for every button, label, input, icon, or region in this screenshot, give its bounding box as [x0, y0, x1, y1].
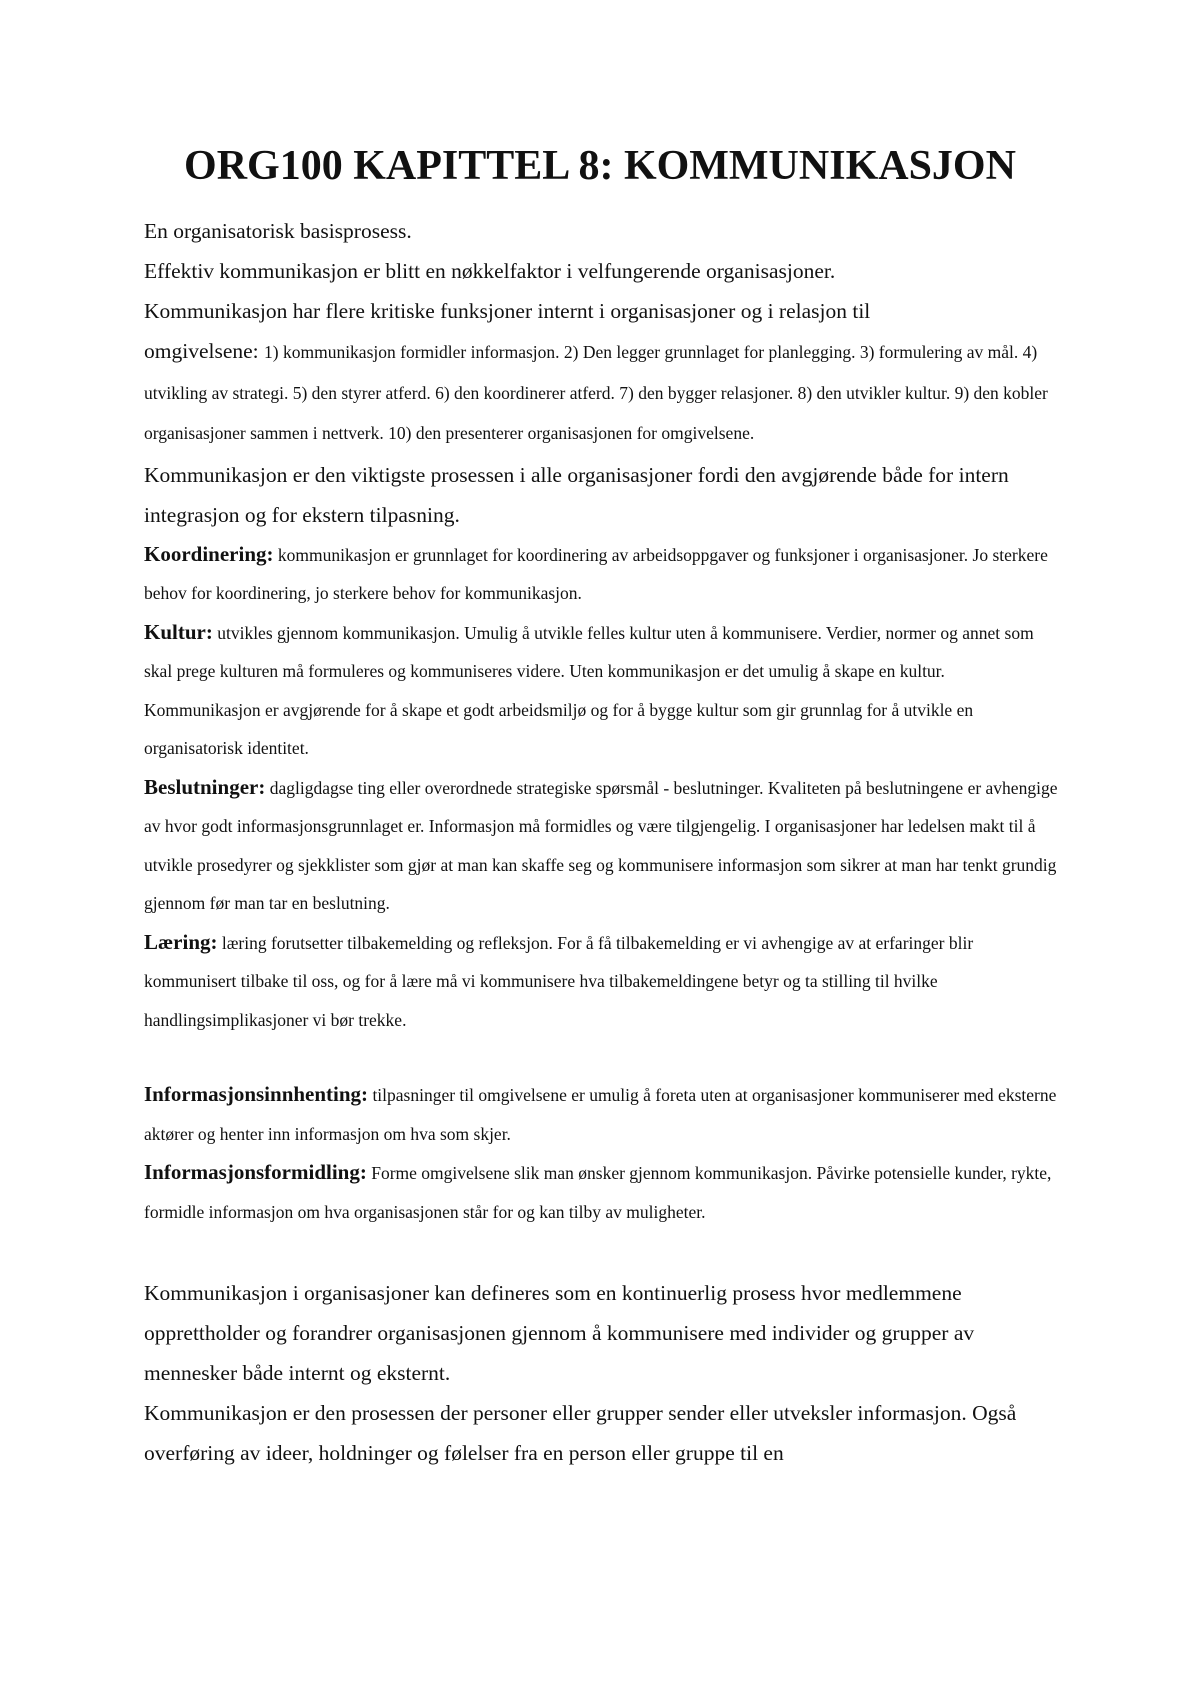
- paragraph-gap: [144, 1231, 1064, 1273]
- paragraph-gap: [144, 1039, 1064, 1075]
- definition-paragraph: Kommunikasjon i organisasjoner kan defineres som en kontinuerlig prosess hvor medlemmene opprettholder og forandrer organisasjonen gjennom å kommunisere med individer og grupper av mennesker både internt og eksternt.: [144, 1281, 975, 1385]
- section-term: Beslutninger:: [144, 774, 266, 799]
- intro-paragraph: Effektiv kommunikasjon er blitt en nøkkelfaktor i velfungerende organisasjoner.: [144, 259, 836, 283]
- functions-list: 1) kommunikasjon formidler informasjon. 2) Den legger grunnlaget for planlegging. 3) formulering av mål. 4) utvikling av strategi. 5) den styrer atferd. 6) den koordinerer atferd. 7) den bygger relasjoner. 8) den utvikler kultur. 9) den kobler organisasjoner sammen i nettverk. 10) den presenterer organisasjonen for omgivelsene.: [144, 342, 1048, 443]
- section-text: kommunikasjon er grunnlaget for koordinering av arbeidsoppgaver og funksjoner i organisasjoner. Jo sterkere behov for koordinering, jo sterkere behov for kommunikasjon.: [144, 544, 1048, 603]
- intro-paragraph: Kommunikasjon har flere kritiske funksjoner internt i organisasjoner og i relasjon til: [144, 299, 871, 323]
- section-text: læring forutsetter tilbakemelding og refleksjon. For å få tilbakemelding er vi avhengige av at erfaringer blir kommunisert tilbake til oss, og for å lære må vi kommunisere hva tilbakemeldingene betyr og ta stilling til hvilke handlingsimplikasjoner vi bør trekke.: [144, 932, 974, 1030]
- section-text: Forme omgivelsene slik man ønsker gjennom kommunikasjon. Påvirke potensielle kunder, rykte, formidle informasjon om hva organisasjonen står for og kan tilby av muligheter.: [144, 1163, 1052, 1222]
- document-body: [144, 211, 1064, 1473]
- functions-paragraph: [144, 331, 1064, 455]
- intro-paragraph: En organisatorisk basisprosess.: [144, 219, 412, 243]
- section-term: Informasjonsinnhenting:: [144, 1082, 369, 1106]
- section-paragraph: [144, 768, 1064, 923]
- section-term: Læring:: [144, 929, 218, 954]
- section-text: dagligdagse ting eller overordnede strategiske spørsmål - beslutninger. Kvaliteten på beslutningene er avhengige av hvor godt informasjonsgrunnlaget er. Informasjon må formidles og være tilgjengelig. I organisasjoner har ledelsen makt til å utvikle prosedyrer og sjekklister som gjør at man kan skaffe seg og kommunisere informasjon som sikrer at man har tenkt grundig gjennom før man tar en beslutning.: [144, 777, 1058, 913]
- section-term: Informasjonsformidling:: [144, 1160, 367, 1184]
- section-paragraph: [144, 923, 1064, 1040]
- section-term: Koordinering:: [144, 541, 274, 566]
- section-paragraph: [144, 613, 1064, 768]
- section-paragraph: [144, 1153, 1064, 1231]
- functions-lead: omgivelsene:: [144, 339, 265, 363]
- definition-paragraph: Kommunikasjon er den prosessen der personer eller grupper sender eller utveksler informasjon. Også overføring av ideer, holdninger og følelser fra en person eller gruppe til en: [144, 1401, 1017, 1465]
- section-text: utvikles gjennom kommunikasjon. Umulig å utvikle felles kultur uten å kommunisere. Verdier, normer og annet som skal prege kulturen må formuleres og kommuniseres videre. Uten kommunikasjon er det umulig å skape en kultur. Kommunikasjon er avgjørende for å skape et godt arbeidsmiljø og for å bygge kultur som gir grunnlag for å utvikle en organisatorisk identitet.: [144, 622, 1034, 758]
- section-paragraph: [144, 1075, 1064, 1153]
- page-title: ORG100 KAPITTEL 8: KOMMUNIKASJON: [184, 143, 1016, 189]
- section-text: tilpasninger til omgivelsene er umulig å foreta uten at organisasjoner kommuniserer med eksterne aktører og henter inn informasjon om hva som skjer.: [144, 1085, 1057, 1144]
- importance-paragraph: Kommunikasjon er den viktigste prosessen i alle organisasjoner fordi den avgjørende både for intern integrasjon og for ekstern tilpasning.: [144, 462, 1009, 527]
- section-term: Kultur:: [144, 619, 213, 644]
- section-paragraph: [144, 535, 1064, 613]
